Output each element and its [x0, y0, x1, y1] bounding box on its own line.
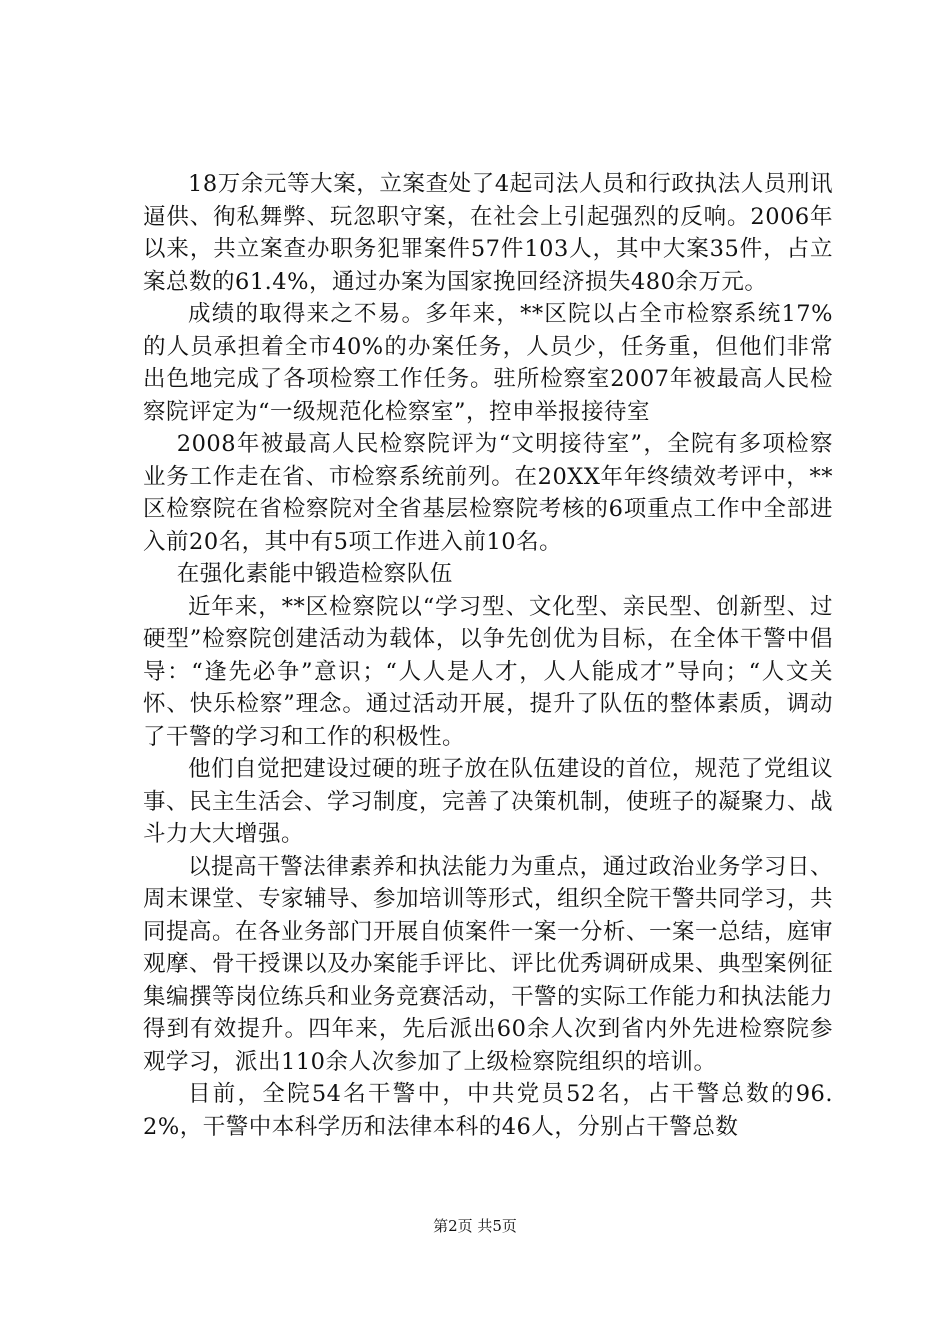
- paragraph-leadership: 他们自觉把建设过硬的班子放在队伍建设的首位，规范了党组议事、民主生活会、学习制度，完善了决策机制，使班子的凝聚力、战斗力大大增强。: [143, 756, 834, 847]
- document-body: [143, 168, 833, 1143]
- paragraph-achievements: 成绩的取得来之不易。多年来，**区院以占全市检察系统17%的人员承担着全市40%的办案任务，人员少，任务重，但他们非常出色地完成了各项检察工作任务。驻所检察室2007年被最高人民检察院评定为“一级规范化检察室”，控申举报接待室: [143, 301, 833, 425]
- paragraph-honors: 2008年被最高人民检察院评为“文明接待室”，全院有多项检察业务工作走在省、市检察系统前列。在20XX年年终绩效考评中，**区检察院在省检察院对全省基层检察院考核的6项重点工作中全部进入前20名，其中有5项工作进入前10名。: [143, 431, 833, 555]
- paragraph-staff-stats: 目前，全院54名干警中，中共党员52名，占干警总数的96.2%，干警中本科学历和法律本科的46人，分别占干警总数: [143, 1081, 833, 1140]
- paragraph-training: 以提高干警法律素养和执法能力为重点，通过政治业务学习日、周末课堂、专家辅导、参加培训等形式，组织全院干警共同学习，共同提高。在各业务部门开展自侦案件一案一分析、一案一总结，庭审观摩、骨干授课以及办案能手评比、评比优秀调研成果、典型案例征集编撰等岗位练兵和业务竞赛活动，干警的实际工作能力和执法能力得到有效提升。四年来，先后派出60余人次到省内外先进检察院参观学习，派出110余人次参加了上级检察院组织的培训。: [143, 853, 834, 1075]
- page-footer: 第2页 共5页: [433, 1217, 517, 1235]
- section-heading: 在强化素能中锻造检察队伍: [176, 561, 453, 587]
- paragraph-team-building: 近年来，**区检察院以“学习型、文化型、亲民型、创新型、过硬型”检察院创建活动为载体，以争先创优为目标，在全体干警中倡导：“逢先必争”意识；“人人是人才，人人能成才”导向；“人文关怀、快乐检察”理念。通过活动开展，提升了队伍的整体素质，调动了干警的学习和工作的积极性。: [143, 593, 833, 750]
- paragraph-case-results: 18万余元等大案，立案查处了4起司法人员和行政执法人员刑讯逼供、徇私舞弊、玩忽职守案，在社会上引起强烈的反响。2006年以来，共立案查办职务犯罪案件57件103人，其中大案35件，占立案总数的61.4%，通过办案为国家挽回经济损失480余万元。: [143, 171, 833, 295]
